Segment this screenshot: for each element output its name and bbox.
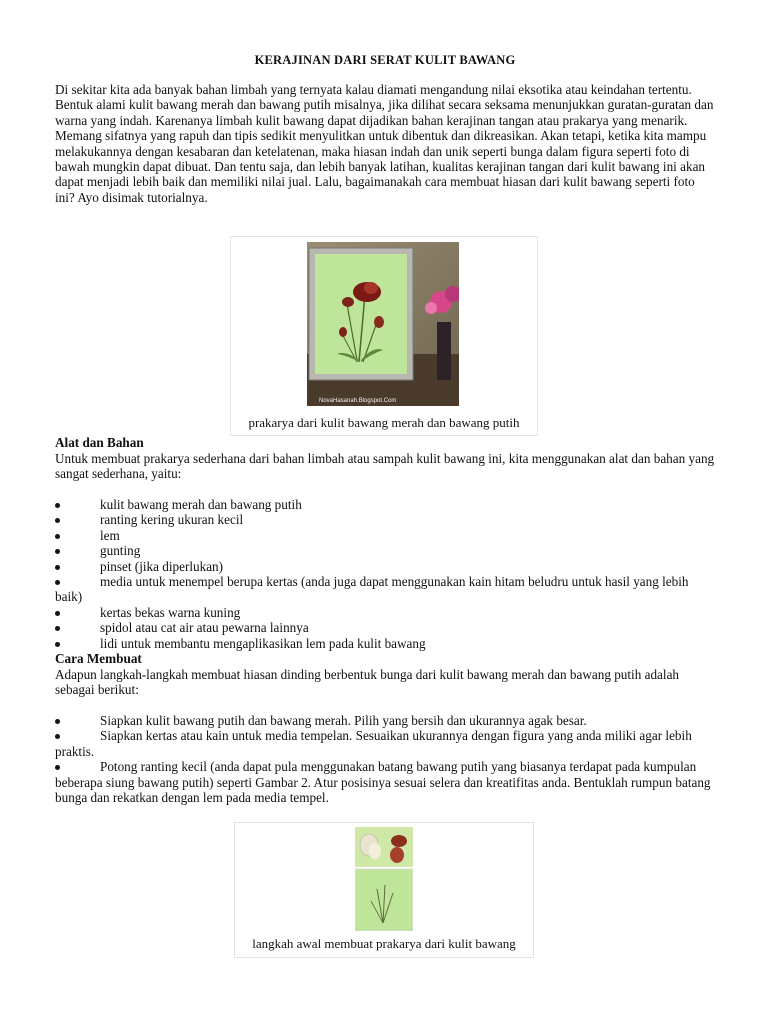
bullet-icon [55,565,60,570]
photo-watermark: NovaHasanah.Blogspot.Com [319,398,397,404]
materials-intro: Untuk membuat prakarya sederhana dari bahan limbah atau sampah kulit bawang ini, kita menggunakan alat dan bahan yang sangat sederhana, yaitu: [55,451,715,482]
figure-1-caption: prakarya dari kulit bawang merah dan bawang putih [248,415,520,430]
figure-1 [230,236,538,436]
bullet-icon [55,518,60,523]
materials-heading: Alat dan Bahan [55,435,144,450]
materials-list [55,497,715,651]
bullet-icon [55,611,60,616]
list-item: Potong ranting kecil (anda dapat pula menggunakan batang bawang putih yang biasanya terdapat pada kumpulan beberapa siung bawang putih) seperti Gambar 2. Atur posisinya sesuai selera dan kreatifitas anda. Bentuklah rumpun batang bunga dan rekatkan dengan lem pada media tempel. [55,759,711,806]
list-item: media untuk menempel berupa kertas (anda juga dapat menggunakan kain hitam beludru untuk hasil yang lebih baik) [55,574,689,605]
bullet-icon [55,734,60,739]
bullet-icon [55,719,60,724]
list-item: kertas bekas warna kuning [55,605,715,620]
bullet-icon [55,580,60,585]
intro-paragraph: Di sekitar kita ada banyak bahan limbah yang ternyata kalau diamati mengandung nilai eksotika atau keindahan tertentu. Bentuk alami kulit bawang merah dan bawang putih misalnya, jika dilihat secara seksama menunjukkan guratan-guratan dan warna yang indah. Karenanya limbah kulit bawang dapat dijadikan bahan kerajinan tangan atau prakarya yang menarik. Memang sifatnya yang rapuh dan tipis sedikit menyulitkan untuk dibentuk dan dikreasikan. Akan tetapi, ketika kita mampu melakukannya dengan kesabaran dan ketelatenan, maka hiasan indah dan unik seperti bunga dalam figura seperti foto di bawah mungkin dapat dibuat. Dan tentu saja, dan lebih banyak latihan, kualitas kerajinan tangan dari kulit bawang ini akan dapat menjadi lebih baik dan memiliki nilai jual. Lalu, bagaimanakah cara membuat hiasan dari kulit bawang seperti foto ini? Ayo disimak tutorialnya. [55,82,714,205]
list-item: spidol atau cat air atau pewarna lainnya [55,620,715,635]
bullet-icon [55,626,60,631]
list-item: ranting kering ukuran kecil [55,512,715,527]
bullet-icon [55,549,60,554]
bullet-icon [55,534,60,539]
step-photos [355,827,413,931]
bullet-icon [55,503,60,508]
list-item: gunting [55,543,715,558]
bullet-icon [55,642,60,647]
steps-list [55,713,715,805]
framed-flower-photo [307,242,459,406]
figure-2 [234,822,534,958]
list-item: lidi untuk membantu mengaplikasikan lem pada kulit bawang [55,636,715,651]
steps-intro: Adapun langkah-langkah membuat hiasan dinding berbentuk bunga dari kulit bawang merah dan bawang putih adalah sebagai berikut: [55,667,680,698]
figure-2-caption: langkah awal membuat prakarya dari kulit bawang [252,936,516,951]
bullet-icon [55,765,60,770]
steps-heading: Cara Membuat [55,651,142,666]
list-item: pinset (jika diperlukan) [55,559,715,574]
list-item: kulit bawang merah dan bawang putih [55,497,715,512]
document-title: KERAJINAN DARI SERAT KULIT BAWANG [254,53,516,67]
list-item: lem [55,528,715,543]
list-item: Siapkan kertas atau kain untuk media tempelan. Sesuaikan ukurannya dengan figura yang anda miliki agar lebih praktis. [55,728,692,759]
list-item: Siapkan kulit bawang putih dan bawang merah. Pilih yang bersih dan ukurannya agak besar. [55,713,715,728]
